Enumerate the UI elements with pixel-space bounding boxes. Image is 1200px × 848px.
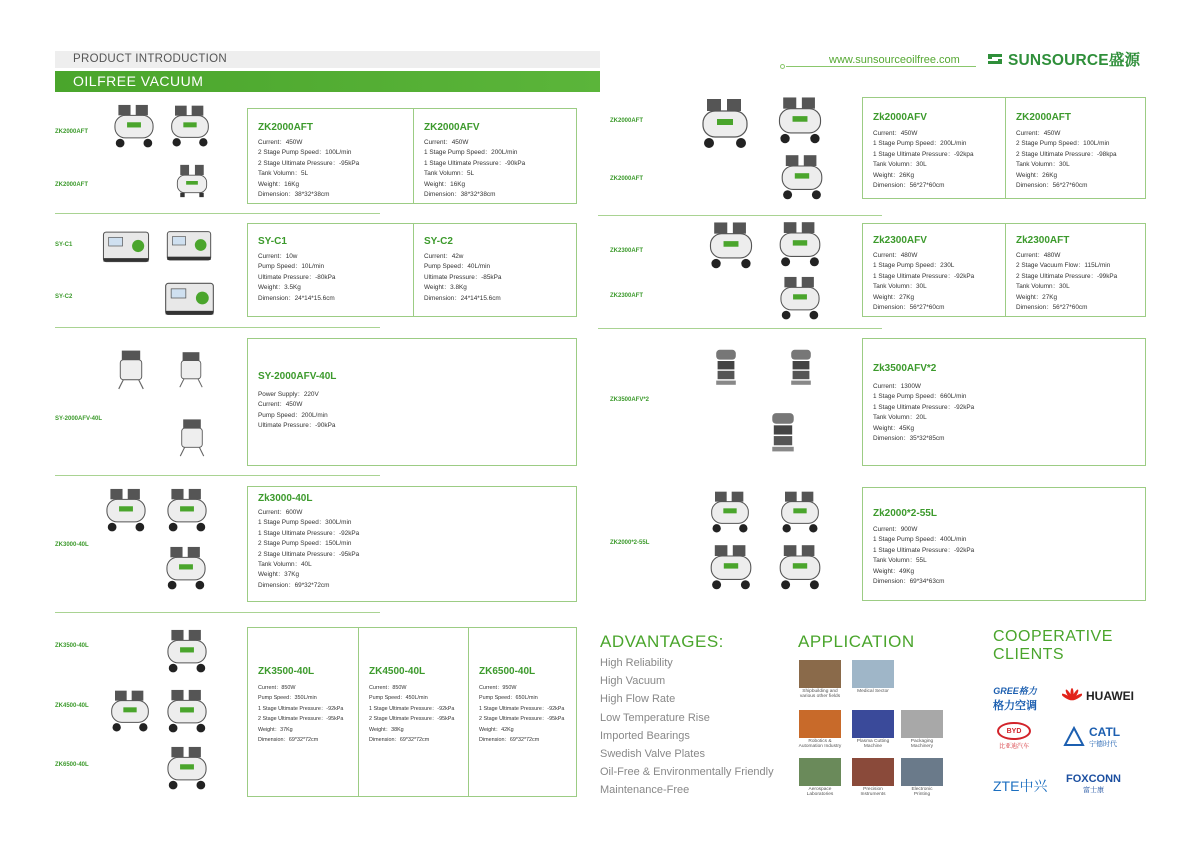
spec-line: 1 Stage Pump Speed：200L/min (424, 149, 518, 157)
spec-line: Weight：16Kg (424, 180, 466, 188)
spec-line: Weight：45Kg (873, 424, 915, 432)
product-image (105, 683, 155, 735)
advantage-item: Low Temperature Rise (600, 711, 710, 724)
spec-line: Weight：37Kg (258, 726, 293, 733)
spec-line: 2 Stage Ultimate Pressure：-95kPa (369, 716, 455, 723)
product-image (108, 98, 160, 150)
section-divider (598, 328, 882, 329)
product-image (160, 740, 214, 792)
caption-line: Plasma Cutting (856, 739, 890, 744)
spec-column (1005, 224, 1147, 316)
product-image (772, 270, 828, 322)
spec-column (468, 628, 578, 796)
spec-column (248, 339, 578, 465)
model-label: ZK2000AFT (55, 182, 89, 188)
advantage-item: High Reliability (600, 657, 673, 669)
spec-line: 2 Stage Ultimate Pressure：-95kPa (258, 159, 360, 167)
spec-line: 1 Stage Ultimate Pressure：-92kPa (479, 705, 565, 712)
application-image (852, 710, 894, 738)
spec-line: Dimension：56*27*60cm (1016, 304, 1088, 312)
application-caption (845, 787, 901, 798)
spec-line: 1 Stage Ultimate Pressure：-92kPa (369, 705, 455, 712)
spec-line: Weight：42Kg (479, 726, 514, 733)
application-caption (845, 689, 901, 694)
caption-line: Automation Industry (798, 744, 842, 750)
foxconn-name: FOXCONN (1066, 773, 1121, 785)
spec-column (1005, 98, 1147, 198)
spec-line: Current：450W (1016, 130, 1061, 137)
client-huawei (1062, 688, 1134, 704)
model-label: ZK2000AFT (55, 129, 89, 135)
spec-line: 2 Stage Pump Speed：100L/min (258, 149, 352, 157)
advantages-title: ADVANTAGES: (600, 632, 724, 651)
spec-column (413, 109, 578, 203)
spec-line: Current：900W (873, 526, 918, 533)
spec-box (862, 97, 1146, 199)
spec-line: Weight：27Kg (1016, 293, 1058, 301)
spec-list (873, 129, 974, 191)
model-title: ZK2000AFT (258, 122, 314, 133)
spec-list (873, 251, 974, 313)
spec-list (369, 683, 454, 745)
spec-column (863, 98, 1005, 198)
model-label: ZK3000-40L (55, 542, 89, 548)
catl-cn-name: 宁德时代 (1089, 741, 1117, 748)
spec-line: Weight：27Kg (873, 293, 915, 301)
caption-line: Packaging (910, 739, 934, 744)
spec-list (258, 683, 343, 745)
model-label: SY-C1 (55, 242, 73, 248)
application-image (852, 660, 894, 688)
product-image (700, 485, 760, 535)
spec-line: 1 Stage Pump Speed：660L/min (873, 393, 967, 401)
product-image (95, 220, 157, 272)
spec-line: 2 Stage Pump Speed：150L/min (258, 540, 352, 548)
section-title: PRODUCT INTRODUCTION (73, 53, 228, 65)
foxconn-cn-name: 富士康 (1083, 787, 1104, 794)
spec-line: 2 Stage Ultimate Pressure：-95kPa (479, 716, 565, 723)
spec-list (1016, 129, 1117, 191)
spec-line: 1 Stage Pump Speed：400L/min (873, 536, 967, 544)
url-dot (780, 64, 785, 69)
model-label: ZK6500-40L (55, 762, 89, 768)
catl-name: CATL (1089, 725, 1121, 739)
application-caption (894, 739, 950, 750)
model-title: ZK4500-40L (369, 666, 426, 677)
spec-line: Dimension：69*32*72cm (369, 737, 430, 744)
byd-cn-name: 比亚迪汽车 (998, 744, 1029, 750)
section-bar (55, 51, 600, 68)
spec-line: Weight：16Kg (258, 180, 300, 188)
spec-line: 1 Stage Ultimate Pressure：-92kPa (258, 529, 360, 537)
advantage-item: High Flow Rate (600, 693, 676, 706)
spec-line: Dimension：38*32*38cm (258, 191, 330, 199)
spec-line: Tank Volumn：30L (1016, 283, 1070, 291)
spec-line: 1 Stage Pump Speed：200L/min (873, 140, 967, 148)
product-image (162, 270, 217, 326)
spec-line: Dimension：69*32*72cm (258, 737, 319, 744)
model-title: Zk2300AFV (873, 235, 927, 246)
model-title: Zk2000*2-55L (873, 508, 937, 519)
application-caption (792, 689, 848, 700)
spec-line: Pump Speed：350L/min (258, 695, 317, 702)
model-title: SY-C2 (424, 236, 453, 247)
gree-cn-name: 格力空调 (993, 700, 1037, 712)
spec-line: Current：450W (873, 130, 918, 137)
section-divider (55, 327, 380, 328)
spec-line: 1 Stage Ultimate Pressure：-92kPa (873, 272, 975, 280)
spec-column (248, 224, 413, 316)
spec-list (258, 138, 359, 200)
caption-line: Machine (863, 744, 883, 750)
section-divider (55, 475, 380, 476)
gree-logo-text: GREE格力 (993, 686, 1037, 696)
model-title: ZK3500-40L (258, 666, 315, 677)
spec-line: 2 Stage Vacuum Flow：115L/min (1016, 262, 1111, 270)
caption-line: Electronic (911, 787, 933, 792)
product-image (760, 400, 806, 466)
spec-line: Weight：3.8Kg (424, 284, 467, 292)
url-underline (786, 66, 976, 67)
spec-line: Current：950W (479, 685, 517, 691)
spec-line: 1 Stage Ultimate Pressure：-92kpa (873, 150, 974, 158)
product-image (772, 538, 828, 592)
caption-line: Instruments (860, 792, 886, 798)
spec-line: Dimension：69*32*72cm (258, 581, 330, 589)
spec-line: Current：450W (258, 139, 303, 146)
product-image (98, 482, 154, 534)
product-image (108, 338, 154, 400)
advantage-item: Maintenance-Free (600, 784, 690, 797)
product-image (160, 623, 214, 675)
spec-line: Tank Volumn：30L (1016, 161, 1070, 169)
spec-box (862, 338, 1146, 466)
model-title: Zk3500AFV*2 (873, 363, 937, 374)
spec-line: Current：600W (258, 509, 303, 516)
spec-column (413, 224, 578, 316)
spec-list (1016, 251, 1117, 313)
spec-column (248, 109, 413, 203)
clients-title-line2: CLIENTS (993, 646, 1065, 663)
spec-list (258, 390, 335, 432)
brand-name: SUNSOURCE盛源 (1008, 52, 1141, 69)
application-image (799, 710, 841, 738)
client-zte (993, 776, 1047, 796)
model-label: ZK2300AFT (610, 248, 644, 254)
catl-logo-icon (1063, 726, 1085, 748)
spec-list (479, 683, 564, 745)
model-label: SY-C2 (55, 294, 73, 300)
product-image (160, 538, 212, 594)
spec-line: Current：450W (258, 401, 303, 409)
clients-title-line1: COOPERATIVE (993, 628, 1113, 645)
spec-line: Dimension：56*27*60cm (873, 304, 945, 312)
model-label: ZK3500AFV*2 (610, 397, 650, 403)
spec-box (862, 487, 1146, 601)
model-label: SY-2000AFV-40L (55, 416, 103, 422)
advantage-item: Imported Bearings (600, 729, 690, 742)
application-caption (845, 739, 901, 750)
spec-line: Tank Volumn：55L (873, 557, 927, 565)
model-label: ZK2000*2-55L (610, 540, 650, 546)
spec-line: 1 Stage Ultimate Pressure：-92kPa (873, 403, 975, 411)
application-image (799, 660, 841, 688)
spec-line: Tank Volumn：20L (873, 414, 927, 422)
client-catl (1063, 725, 1120, 749)
spec-list (258, 252, 335, 304)
product-image (160, 683, 214, 735)
spec-line: Pump Speed：450L/min (369, 695, 428, 702)
product-image (170, 405, 214, 469)
caption-line: Laboratories (806, 792, 834, 798)
product-image (705, 340, 747, 396)
product-image (770, 215, 830, 269)
spec-box (247, 223, 577, 317)
spec-line: 2 Stage Pump Speed：100L/min (1016, 140, 1110, 148)
spec-line: Weight：3.5Kg (258, 284, 301, 292)
zte-name: ZTE中兴 (993, 778, 1048, 794)
spec-list (424, 138, 525, 200)
application-caption (792, 739, 848, 750)
product-image (775, 148, 829, 202)
spec-line: Tank Volumn：5L (424, 170, 475, 178)
product-image (700, 538, 762, 592)
spec-line: Dimension：56*27*60cm (1016, 182, 1088, 190)
spec-line: Tank Volumn：40L (258, 561, 312, 569)
product-image (162, 220, 216, 270)
huawei-name: HUAWEI (1086, 689, 1134, 703)
product-image (170, 338, 212, 400)
clients-title (993, 628, 1113, 664)
client-gree (993, 684, 1037, 713)
application-title: APPLICATION (798, 632, 915, 651)
spec-line: Ultimate Pressure：-90kPa (258, 422, 336, 430)
spec-line: Ultimate Pressure：-85kPa (424, 273, 502, 281)
spec-column (863, 488, 1147, 600)
huawei-flower-icon (1062, 688, 1082, 704)
model-title: SY-C1 (258, 236, 287, 247)
model-label: ZK3500-40L (55, 643, 89, 649)
model-label: ZK2000AFT (610, 118, 644, 124)
spec-list (258, 508, 359, 591)
spec-line: Weight：26Kg (873, 171, 915, 179)
spec-line: Pump Speed：650L/min (479, 695, 538, 702)
spec-line: Dimension：24*14*15.6cm (424, 294, 501, 302)
model-title: Zk2300AFT (1016, 235, 1070, 246)
caption-line: Printing (913, 792, 931, 798)
client-foxconn (1066, 773, 1121, 795)
advantage-item: Swedish Valve Plates (600, 748, 705, 760)
caption-line: Precision (863, 787, 883, 792)
product-image (772, 90, 828, 146)
spec-line: Ultimate Pressure：-80kPa (258, 273, 336, 281)
spec-line: Current：450W (424, 139, 469, 146)
spec-line: Weight：26Kg (1016, 171, 1058, 179)
spec-column (358, 628, 468, 796)
spec-line: 2 Stage Ultimate Pressure：-95kPa (258, 716, 344, 723)
advantage-item: High Vacuum (600, 675, 666, 688)
spec-line: 2 Stage Ultimate Pressure：-99kPa (1016, 272, 1118, 280)
spec-line: Pump Speed：200L/min (258, 411, 328, 419)
model-label: ZK2300AFT (610, 293, 644, 299)
spec-column (248, 487, 578, 601)
spec-box (247, 108, 577, 204)
section-divider (55, 213, 380, 214)
caption-line: various other fields (799, 694, 841, 700)
caption-line: Medical Sector (857, 689, 889, 694)
spec-list (424, 252, 501, 304)
caption-line: Aerospace (808, 787, 832, 792)
spec-box (247, 486, 577, 602)
website-url[interactable]: www.sunsourceoilfree.com (829, 54, 960, 66)
spec-list (873, 525, 974, 587)
spec-column (248, 628, 358, 796)
product-image (700, 215, 762, 271)
spec-box (247, 338, 577, 466)
application-image (799, 758, 841, 786)
spec-line: Current：480W (873, 252, 918, 259)
brand-logo (985, 49, 1140, 69)
spec-line: Pump Speed：10L/min (258, 263, 325, 271)
spec-line: Current：480W (1016, 252, 1061, 259)
spec-line: Dimension：69*34*63cm (873, 578, 945, 586)
model-title: Zk3000-40L (258, 493, 313, 504)
model-title: ZK2000AFT (1016, 112, 1072, 123)
caption-line: Shipbuilding and (802, 689, 838, 694)
spec-line: Current：850W (369, 685, 407, 691)
section-divider (55, 612, 380, 613)
model-title: ZK6500-40L (479, 666, 536, 677)
spec-line: Tank Volumn：30L (873, 283, 927, 291)
product-image (772, 485, 828, 535)
spec-line: Weight：37Kg (258, 571, 300, 579)
spec-box (862, 223, 1146, 317)
spec-line: Weight：38Kg (369, 726, 404, 733)
product-image (165, 98, 215, 150)
spec-line: Current：42w (424, 253, 464, 260)
spec-line: Power Supply：220V (258, 391, 319, 398)
spec-line: Current：1300W (873, 383, 921, 390)
spec-line: Dimension：35*32*85cm (873, 435, 945, 443)
spec-line: Pump Speed：40L/min (424, 263, 491, 271)
spec-line: 2 Stage Ultimate Pressure：-95kPa (258, 550, 360, 558)
application-image (852, 758, 894, 786)
spec-line: 1 Stage Ultimate Pressure：-92kPa (873, 546, 975, 554)
product-image (170, 155, 214, 207)
spec-line: 1 Stage Pump Speed：300L/min (258, 519, 352, 527)
application-caption (792, 787, 848, 798)
spec-line: 1 Stage Ultimate Pressure：-90kPa (424, 159, 526, 167)
byd-logo-icon (997, 722, 1031, 740)
application-caption (894, 787, 950, 798)
spec-line: Dimension：69*32*72cm (479, 737, 540, 744)
model-title: ZK2000AFV (424, 122, 480, 133)
spec-line: Tank Volumn：5L (258, 170, 309, 178)
spec-line: Dimension：56*27*60cm (873, 182, 945, 190)
model-label: ZK2000AFT (610, 176, 644, 182)
spec-column (863, 224, 1005, 316)
product-image (695, 90, 755, 152)
product-image (780, 340, 822, 396)
application-image (901, 758, 943, 786)
spec-box (247, 627, 577, 797)
category-bar (55, 71, 600, 92)
spec-line: 1 Stage Pump Speed：230L (873, 262, 955, 270)
spec-line: Dimension：38*32*38cm (424, 191, 496, 199)
spec-line: Current：10w (258, 253, 298, 260)
category-title: OILFREE VACUUM (73, 73, 204, 89)
spec-line: Dimension：24*14*15.6cm (258, 294, 335, 302)
spec-list (873, 382, 974, 444)
spec-line: Current：850W (258, 685, 296, 691)
client-byd (997, 722, 1031, 750)
caption-line: Machinery (910, 744, 934, 750)
spec-line: Tank Volumn：30L (873, 161, 927, 169)
sunsource-logo-icon (985, 50, 1005, 68)
caption-line: Robotics & (808, 739, 832, 744)
spec-line: Weight：49Kg (873, 567, 915, 575)
model-label: ZK4500-40L (55, 703, 89, 709)
model-title: SY-2000AFV-40L (258, 371, 337, 382)
byd-logo-text: BYD (1006, 727, 1022, 735)
model-title: Zk2000AFV (873, 112, 927, 123)
spec-column (863, 339, 1147, 465)
product-image (160, 482, 214, 534)
spec-line: 2 Stage Ultimate Pressure：-98kpa (1016, 150, 1117, 158)
application-image (901, 710, 943, 738)
advantage-item: Oil-Free & Environmentally Friendly (600, 766, 774, 779)
spec-line: 1 Stage Ultimate Pressure：-92kPa (258, 705, 344, 712)
